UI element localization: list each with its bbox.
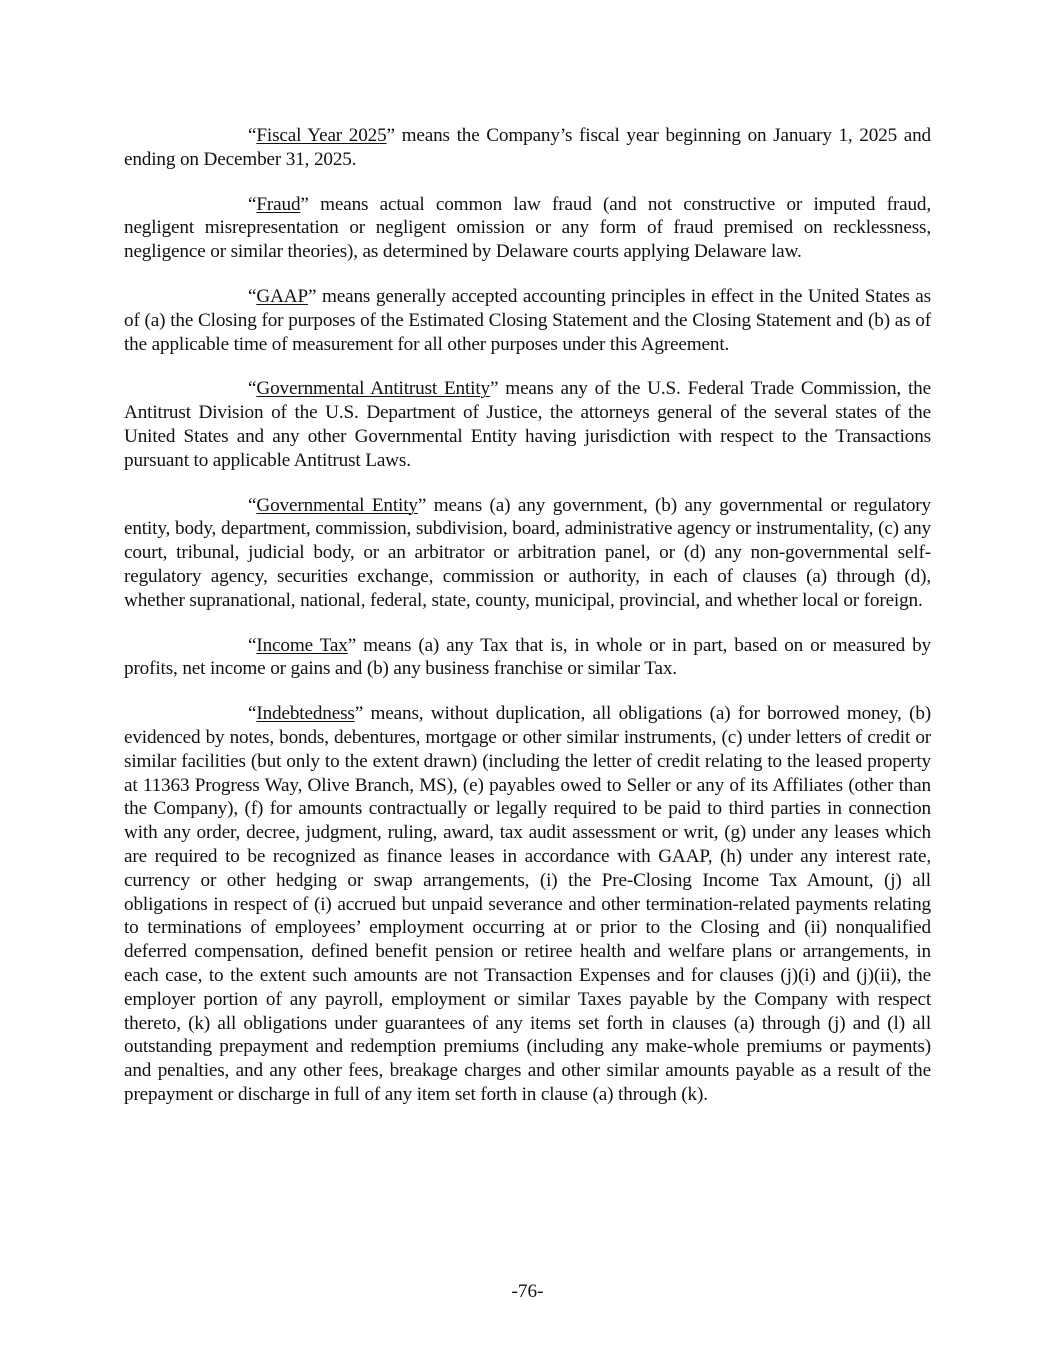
- definition-body: means, without duplication, all obligations (a) for borrowed money, (b) evidenced by notes, bonds, debentures, mortgage or other similar instruments, (c) under letters of credit or similar facilities (but only to the extent drawn) (including the letter of credit relating to the leased property at 11363 Progress Way, Olive Branch, MS), (e) payables owed to Seller or any of its Affiliates (other than the Company), (f) for amounts contractually or legally required to be paid to third parties in connection with any order, decree, judgment, ruling, award, tax audit assessment or writ, (g) under any leases which are required to be recognized as finance leases in accordance with GAAP, (h) under any interest rate, currency or other hedging or swap arrangements, (i) the Pre-Closing Income Tax Amount, (j) all obligations in respect of (i) accrued but unpaid severance and other termination-related payments relating to terminations of employees’ employment occurring at or prior to the Closing and (ii) nonqualified deferred compensation, defined benefit pension or retiree health and welfare plans or arrangements, in each case, to the extent such amounts are not Transaction Expenses and for clauses (j)(i) and (j)(ii), the employer portion of any payroll, employment or similar Taxes payable by the Company with respect thereto, (k) all obligations under guarantees of any items set forth in clauses (a) through (j) and (l) all outstanding prepayment and redemption premiums (including any make-whole premiums or payments) and penalties, and any other fees, breakage charges and other similar amounts payable as a result of the prepayment or discharge in full of any item set forth in clause (a) through (k).: [124, 703, 931, 1105]
- defined-term: Fraud: [256, 193, 301, 215]
- quote-open: “: [248, 378, 257, 400]
- quote-open: “: [248, 703, 257, 725]
- quote-close: ”: [308, 285, 317, 307]
- defined-term: Indebtedness: [256, 703, 355, 725]
- document-page: [124, 124, 931, 1128]
- definition-indebtedness: [124, 702, 931, 1107]
- quote-open: “: [248, 494, 257, 516]
- definition-gaap: [124, 285, 931, 356]
- definition-body: means generally accepted accounting principles in effect in the United States as of (a) the Closing for purposes of the Estimated Closing Statement and the Closing Statement and (b) as of the applicable time of measurement for all other purposes under this Agreement.: [124, 285, 931, 355]
- defined-term: Governmental Entity: [256, 494, 418, 516]
- quote-close: ”: [417, 494, 427, 516]
- definition-fiscal-year-2025: [124, 124, 931, 172]
- quote-open: “: [248, 193, 257, 215]
- quote-close: ”: [300, 193, 309, 215]
- quote-close: ”: [347, 634, 357, 656]
- definition-governmental-entity: [124, 494, 931, 613]
- definition-body: means (a) any Tax that is, in whole or in part, based on or measured by profits, net income or gains and (b) any business franchise or similar Tax.: [124, 634, 931, 680]
- definition-governmental-antitrust-entity: [124, 377, 931, 472]
- definition-body: means actual common law fraud (and not constructive or imputed fraud, negligent misrepresentation or negligent omission or any form of fraud premised on recklessness, negligence or similar theories), as determined by Delaware courts applying Delaware law.: [124, 193, 931, 263]
- quote-close: ”: [386, 125, 395, 146]
- defined-term: Governmental Antitrust Entity: [256, 378, 490, 400]
- definition-body: means the Company’s fiscal year beginning on January 1, 2025 and ending on December 31, 2025.: [124, 125, 931, 170]
- quote-open: “: [248, 634, 257, 656]
- defined-term: GAAP: [256, 285, 309, 307]
- definition-income-tax: [124, 634, 931, 682]
- definition-fraud: [124, 193, 931, 264]
- quote-open: “: [248, 125, 257, 146]
- definition-body: means any of the U.S. Federal Trade Commission, the Antitrust Division of the U.S. Department of Justice, the attorneys general of the several states of the United States and any other Governmental Entity having jurisdiction with respect to the Transactions pursuant to applicable Antitrust Laws.: [124, 378, 931, 471]
- definition-body: means (a) any government, (b) any governmental or regulatory entity, body, department, commission, subdivision, board, administrative agency or instrumentality, (c) any court, tribunal, judicial body, or an arbitrator or arbitration panel, or (d) any non-governmental self-regulatory agency, securities exchange, commission or authority, in each of clauses (a) through (d), whether supranational, national, federal, state, county, municipal, provincial, and whether local or foreign.: [124, 494, 931, 611]
- defined-term: Fiscal Year 2025: [256, 125, 387, 146]
- quote-open: “: [248, 285, 257, 307]
- page-number: -76-: [511, 1281, 544, 1302]
- quote-close: ”: [490, 378, 499, 400]
- defined-term: Income Tax: [256, 634, 348, 656]
- quote-close: ”: [354, 703, 364, 725]
